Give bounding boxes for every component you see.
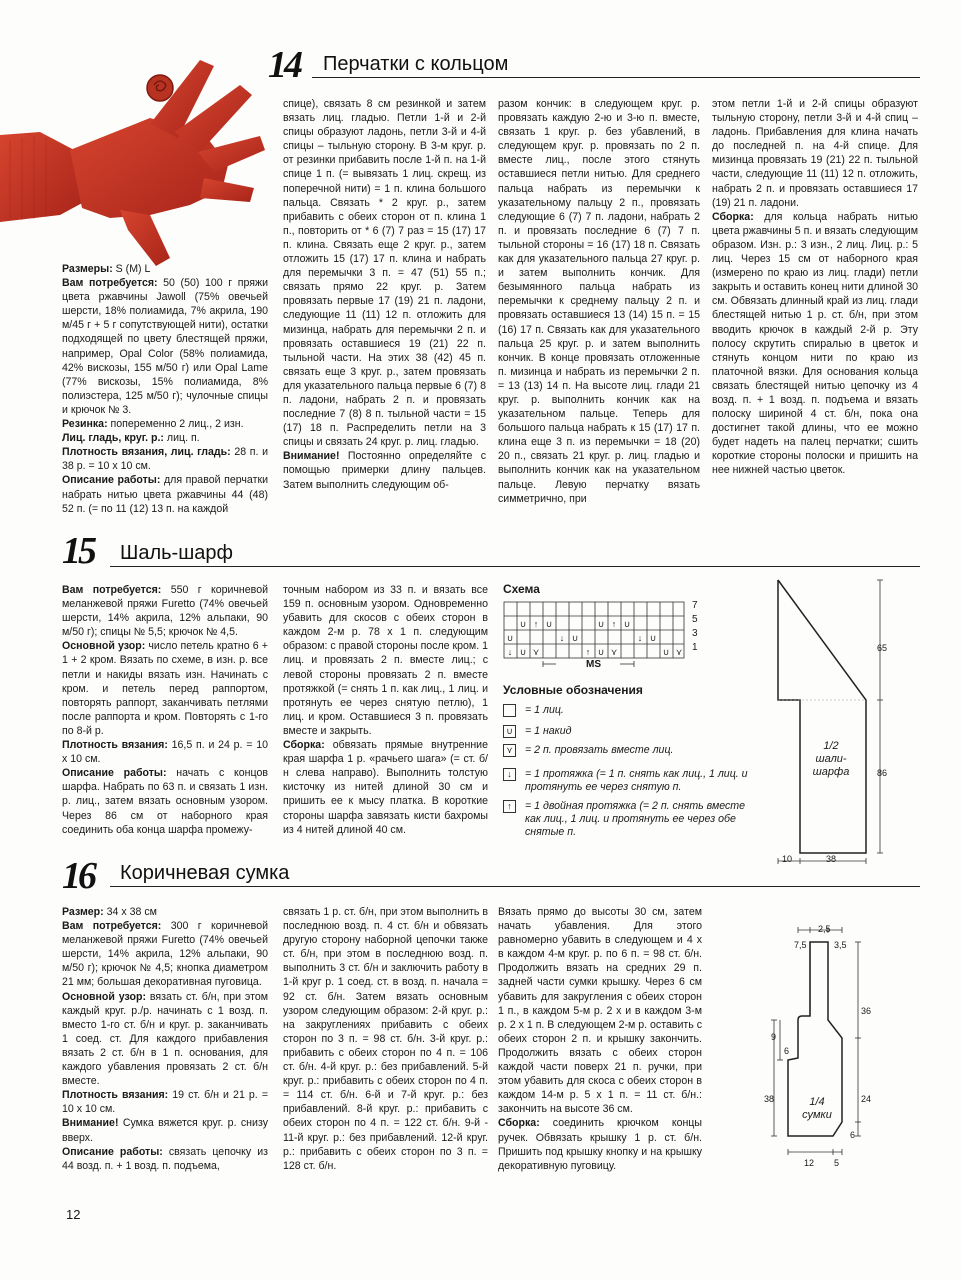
run-text: число петель кратно 6 + 1 + 2 кром. Вязать по схеме, в изн. р. все петли и накиды вязать изн. Начинать с кром. и петель перед раппортом, повторять раппорт, заканчивать петлями после раппорта и кром. Повторять с 1-го по 8-й р.	[62, 640, 268, 737]
run-label: Вам потребуется:	[62, 920, 162, 933]
run-text: 550 г коричневой меланжевой пряжи Furetto (74% овечьей шерсти, 14% акрила, 12% альпаки, 90 м/50 г); спицы № 5,5; крючок № 4,5.	[62, 584, 268, 639]
run-text: 16,5 п. и 24 р. = 10 х 10 см.	[62, 739, 268, 766]
legend-symbol: ∪	[503, 725, 516, 738]
legend-item	[503, 800, 765, 850]
run-label: Описание работы:	[62, 474, 161, 487]
svg-text:∪: ∪	[662, 647, 670, 657]
section-title: Коричневая сумка	[120, 862, 290, 884]
diagram-label-line: 1/4	[809, 1096, 825, 1108]
svg-text:⋎: ⋎	[610, 647, 618, 657]
run-label: Описание работы:	[62, 1145, 163, 1158]
diagram-dim: 12	[804, 1158, 815, 1168]
svg-text:∪: ∪	[519, 619, 527, 629]
svg-text:∪: ∪	[519, 647, 527, 657]
run-text: 34 х 38 см	[103, 906, 157, 918]
chart-row-number: 5	[692, 614, 698, 625]
knitting-chart	[500, 598, 715, 676]
diagram-dim: 10	[782, 854, 793, 864]
section-number: 16	[62, 855, 94, 897]
run-text: связать 1 р. ст. б/н, при этом выполнить в последнюю возд. п. 4 ст. б/н и обвязать другую сторону наборной цепочки также ст. б/н, при этом в последнюю возд. п. выполнить 3 ст. б/н и заключить работу в 1-й круг р. 1 соед. ст. в возд. п. начала = 92 ст. б/н. Затем вязать основным узором следующим образом: 2-й круг. р.: на закруглениях прибавить с обеих сторон по 3 п. = 98 ст. б/н. 3-й круг. р.: прибавить с обеих сторон по 4 п. = 106 ст. б/н. 4-й круг. р.: без прибавлений. 5-й круг. р.: прибавить с обеих сторон по 4 п. = 114 ст. б/н. 6-й и 7-й круг. р.: без прибавлений. 8-й круг. р.: прибавить с обеих сторон по 4 п. = 122 ст. б/н. 9-й - 11-й круг. р.: без прибавлений. 12-й круг. р.: прибавить с обеих сторон по 3 п. = 128 ст. б/н.	[283, 906, 488, 1172]
legend-item	[503, 744, 765, 760]
section-number: 15	[62, 530, 94, 572]
page-number: 12	[66, 1207, 81, 1222]
chart-row-number: 7	[692, 600, 698, 611]
svg-text:∪: ∪	[597, 647, 605, 657]
run-text: для кольца набрать нитью цвета ржавчины 5 п. и вязать следующим образом. Изн. р.: 3 изн., 2 лиц. Лиц. р.: 5 лиц. Через 15 см от наборного края (измерено по краю из лиц. глади) петли закрыть и оставить конец нити длиной 30 см. Обвязать длинный край из лиц. глади блестящей нитью 1 р. ст. б/н, при этом вводить крючок в каждый 2-й р. Эту полосу скрутить спиралью в цветок и стянуть концом нити по краю из платочной вязки. Для основания кольца связать блестящей нитью цепочку из 4 возд. п. + 1 возд. п. подъема и вязать полоску шириной 4 ст. б/н, пока она достигнет такой длины, что ее можно будет надеть на палец перчатки; сшить короткие стороны полоски и пришить на нее нижней частью цветок.	[712, 210, 918, 477]
text-column	[498, 905, 702, 1173]
run-label: Сборка:	[712, 210, 754, 223]
section-title: Перчатки с кольцом	[323, 53, 509, 75]
text-column	[283, 97, 486, 492]
diagram-label-line: 1/2	[823, 740, 839, 752]
svg-text:↓: ↓	[507, 647, 513, 657]
legend-text: = 2 п. провязать вместе лиц.	[525, 744, 674, 756]
diagram-dim: 24	[861, 1094, 872, 1104]
run-label: Размер:	[62, 906, 104, 918]
svg-text:⋎: ⋎	[532, 647, 540, 657]
diagram-label-line: шали-	[815, 753, 847, 765]
run-label: Лиц. гладь, круг. р.:	[62, 432, 164, 445]
schema-title: Схема	[503, 582, 540, 596]
legend-item	[503, 768, 765, 802]
diagram-label-line: сумки	[802, 1109, 832, 1121]
diagram-dim: 7,5	[794, 940, 807, 950]
shawl-diagram	[768, 578, 918, 868]
legend-item	[503, 725, 765, 741]
diagram-dim: 9	[771, 1032, 777, 1042]
legend-item	[503, 704, 765, 720]
run-label: Плотность вязания, лиц. гладь:	[62, 446, 231, 459]
diagram-dim: 38	[764, 1094, 775, 1104]
run-label: Внимание!	[62, 1117, 119, 1130]
diagram-dim: 6	[784, 1046, 790, 1056]
svg-text:∪: ∪	[649, 633, 657, 643]
run-label: Вам потребуется:	[62, 277, 158, 290]
run-text: Вязать прямо до высоты 30 см, затем начать убавления. Для этого равномерно убавить в следующем и 4 х в каждом 4-м круг. р. по 6 п. = 98 ст. б/н. Продолжить вязать на средних 29 п. задней части сумки крышку. Через 6 см убавить для закругления с обеих сторон 1 п., в каждом 5-м р. 2 х и в каждом 3-м р. 2 х 1 п. В следующем 2-м р. оставить с обеих сторон 2 п. и крышку закончить. Продолжить вязать с обеих сторон каждой части поверх 21 п. ручки, при этом убавить для скоса с обеих сторон в каждом 14-м р. 5 х 1 п. = 11 ст. б/н.: закончить на высоте 36 см.	[498, 906, 702, 1116]
legend-symbol: ↓	[503, 768, 516, 781]
run-text: попеременно 2 лиц., 2 изн.	[107, 418, 244, 431]
repeat-label: MS	[586, 659, 601, 670]
run-text: связать цепочку из 44 возд. п. + 1 возд. п. подъема,	[62, 1145, 269, 1172]
run-label: Резинка:	[62, 418, 108, 431]
diagram-dim: 65	[877, 643, 888, 653]
text-column	[62, 262, 268, 516]
run-text: 28 п. и 38 р. = 10 х 10 см.	[62, 446, 268, 473]
run-text: точным набором из 33 п. и вязать все 159 п. основным узором. Одновременно убавить для скосов с обеих сторон в каждом 2-м р. 78 х 1 п. следующим образом: с правой стороны после кром. 1 лиц. и провязать 2 п. вместе лиц.; с левой стороны провязать 2 п. вместе протяжкой (= снять 1 п. как лиц., 1 лиц. и протянуть ее через снятую петлю), 1 лиц. и кром. Оставшиеся 3 п. провязать вместе и закрыть.	[283, 584, 488, 737]
run-text: начать с концов шарфа. Набрать по 63 п. и связать 1 изн. р. лиц., затем вязать основным узором. Через 86 см от наборного края соединить оба конца шарфа промежу-	[62, 767, 269, 836]
text-column	[62, 905, 268, 1173]
section-number: 14	[268, 44, 300, 86]
legend-text: = 1 накид	[525, 725, 572, 737]
legend-text: = 1 двойная протяжка (= 2 п. снять вместе как лиц., 1 лиц. и протянуть ее через обе снятые п.	[525, 800, 746, 838]
run-text: для правой перчатки набрать нитью цвета ржавчины 44 (48) 52 п. (= по 11 (12) 13 п. на каждой	[62, 474, 269, 515]
diagram-dim: 3,5	[834, 940, 847, 950]
run-label: Сборка:	[283, 739, 325, 752]
legend-text: = 1 протяжка (= 1 п. снять как лиц., 1 лиц. и протянуть ее через снятую п.	[525, 768, 748, 793]
legend-symbol: ↑	[503, 800, 516, 813]
diagram-dim: 2,5	[818, 924, 831, 934]
diagram-dim: 38	[826, 854, 837, 864]
bag-diagram	[760, 920, 885, 1180]
legend-symbol: ⋎	[503, 744, 516, 757]
run-label: Вам потребуется:	[62, 584, 162, 596]
diagram-dim: 5	[834, 1158, 840, 1168]
svg-text:↓: ↓	[637, 633, 643, 643]
run-label: Основной узор:	[62, 990, 147, 1003]
diagram-label	[806, 740, 856, 779]
svg-text:∪: ∪	[623, 619, 631, 629]
diagram-dim: 6	[850, 1130, 856, 1140]
section-rule	[312, 77, 920, 78]
run-label: Основной узор:	[62, 640, 146, 653]
run-label: Сборка:	[498, 1117, 540, 1130]
svg-text:↑: ↑	[533, 619, 539, 629]
legend	[503, 702, 765, 850]
run-label: Внимание!	[283, 450, 340, 463]
diagram-dim: 36	[861, 1006, 872, 1016]
svg-text:∪: ∪	[597, 619, 605, 629]
section-rule	[110, 566, 920, 567]
run-text: Постоянно определяйте с помощью примерки длину пальцев. Затем выполнить следующим об-	[283, 450, 486, 491]
run-text: этом петли 1-й и 2-й спицы образуют тыльную сторону, петли 3-й и 4-й спиц – ладонь. Прибавления для клина начать до последней п. на 4-й спице. Для мизинца провязать 19 (21) 22 п. тыльной части, следующие 11 (11) 12 п. отложить, набрать 2 п. и провязать оставшиеся 17 (19) 21 п. ладони.	[712, 98, 918, 209]
svg-text:↓: ↓	[559, 633, 565, 643]
run-text: спице), связать 8 см резинкой и затем вязать лиц. гладью. Петли 1-й и 2-й спицы образуют ладонь, петли 3-й и 4-й спицы – тыльную сторону. В 3-м круг. р. от резинки прибавить после 1-й п. на 1-й спице 1 п. (= вывязать 1 лиц. скрещ. из поперечной нити) = 1 п. клина большого пальца. Связать * 2 круг. р., затем прибавить с обеих сторон от п. клина 1 п., повторить от * 6 (7) 7 раз = 15 (17) 17 п. клина. Связать еще 2 круг. р., затем отложить 15 (17) 17 п. клина и набрать для перемычки 3 п. = 47 (51) 55 п.; связать прямо 22 круг. р. Затем провязать первые 17 (19) 21 п. ладони, следующие 11 (11) 12 п. отложить для мизинца, набрать для перемычки 2 п. и провязать оставшиеся 19 (21) 22 п. тыльной части. На этих 38 (42) 45 п. связать еще 3 круг. р., затем провязать для указательного пальца первые 6 (7) 8 п. ладони, набрать 2 п. и провязать последние 7 (8) 8 п. тыльной части = 15 (17) 18 п. Распределить петли на 3 спицы и связать 24 круг. р. лиц. гладью.	[283, 98, 486, 449]
svg-text:∪: ∪	[545, 619, 553, 629]
run-label: Плотность вязания:	[62, 739, 168, 752]
text-column	[498, 97, 700, 506]
run-text: обвязать прямые внутренние края шарфа 1 р. «рачьего шага» (= ст. б/н слева направо). Выполнить толстую кисточку из нитей длиной 30 см и пришить ее к мысу платка. В короткие стороны шарфа завязать кисти бахромы из 4 нитей длиной 40 см.	[283, 739, 488, 836]
run-text: лиц. п.	[163, 432, 200, 445]
svg-text:↑: ↑	[585, 647, 591, 657]
chart-row-number: 1	[692, 642, 698, 653]
run-text: вязать ст. б/н, при этом каждый круг. р./р. начинать с 1 возд. п. вместо 1-го ст. б/н и круг. р. заканчивать 1 соед. ст. Для каждого прибавления вязать 2 ст. б/н в 1 п. основания, для каждого убавления провязать 2 ст. б/н вместе.	[62, 990, 268, 1088]
run-label: Плотность вязания:	[62, 1089, 169, 1102]
svg-text:⋎: ⋎	[675, 647, 683, 657]
text-column	[62, 583, 268, 837]
legend-title: Условные обозначения	[503, 683, 643, 697]
legend-symbol	[503, 704, 516, 717]
run-text: соединить крючком концы ручек. Обвязать крышку 1 р. ст. б/н. Пришить под крышку кнопку и на крышку декоративную пуговицу.	[498, 1117, 702, 1172]
svg-text:∪: ∪	[571, 633, 579, 643]
run-text: Сумка вяжется круг. р. снизу вверх.	[62, 1117, 268, 1144]
text-column	[283, 905, 488, 1173]
svg-text:↑: ↑	[611, 619, 617, 629]
chart-row-number: 3	[692, 628, 698, 639]
legend-text: = 1 лиц.	[525, 704, 564, 716]
svg-text:∪: ∪	[506, 633, 514, 643]
run-text: разом кончик: в следующем круг. р. провязать каждую 2-ю и 3-ю п. вместе, связать 1 круг. р. без убавлений, в следующем круг. р. провязать по 2 п. вместе лиц., после этого стянуть оставшиеся петли нитью. Для среднего пальца набрать из перемычки к указательному пальцу 2 п., провязать следующие 6 (7) 7 п. ладони, набрать 2 п. и провязать последние 6 (7) 7 п. тыльной стороны = 16 (17) 18 п. Связать как для указательного пальца 27 круг. р. и затем выполнить кончик. Для безымянного пальца набрать из перемычки к среднему пальцу 2 п. и провязать оставшиеся 13 (14) 15 п. = 15 (16) 17 п. Связать как для указательного пальца 25 круг. р. и затем выполнить кончик. В конце провязать отложенные п. мизинца и набрать из перемычки 2 п. = 13 (13) 14 п. На высоте лиц. глади 21 круг. р. выполнить кончик как на указательном пальце. Теперь для большого пальца набрать к 15 (17) 17 п. клина еще 3 п. из перемычки = 18 (20) 20 п., связать 21 круг. р. лиц. гладью и выполнить кончик как на указательном пальце. Левую перчатку вязать симметрично, при	[498, 98, 700, 505]
run-text: 300 г коричневой меланжевой пряжи Furetto (74% овечьей шерсти, 14% акрила, 12% альпаки, 90 м/50 г); крючок № 4,5; кнопка диаметром 21 мм; большая декоративная пуговица.	[62, 920, 268, 989]
section-rule	[110, 886, 920, 887]
run-text: S (M) L	[112, 263, 151, 275]
run-label: Размеры:	[62, 263, 113, 275]
diagram-dim: 86	[877, 768, 888, 778]
section-title: Шаль-шарф	[120, 542, 233, 564]
run-text: 50 (50) 100 г пряжи цвета ржавчины Jawoll (75% овечьей шерсти, 18% полиамида, 7% акрила, 190 м/45 г + 5 г сопутствующей нити), остатки подходящей по цвету блестящей пряжи, например, Opal Color (58% полиамида, 42% вискозы, 155 м/50 г) или Opal Lame (77% вискозы, 15% полиамида, 8% полиэстера, 125 м/50 г); чулочные спицы и крючок № 3.	[62, 277, 268, 416]
text-column	[283, 583, 488, 837]
text-column	[712, 97, 918, 478]
run-text: 19 ст. б/н и 21 р. = 10 х 10 см.	[62, 1089, 269, 1116]
diagram-label-line: шарфа	[812, 766, 850, 778]
run-label: Описание работы:	[62, 767, 167, 780]
diagram-label	[792, 1096, 842, 1122]
glove-photo	[0, 40, 290, 275]
